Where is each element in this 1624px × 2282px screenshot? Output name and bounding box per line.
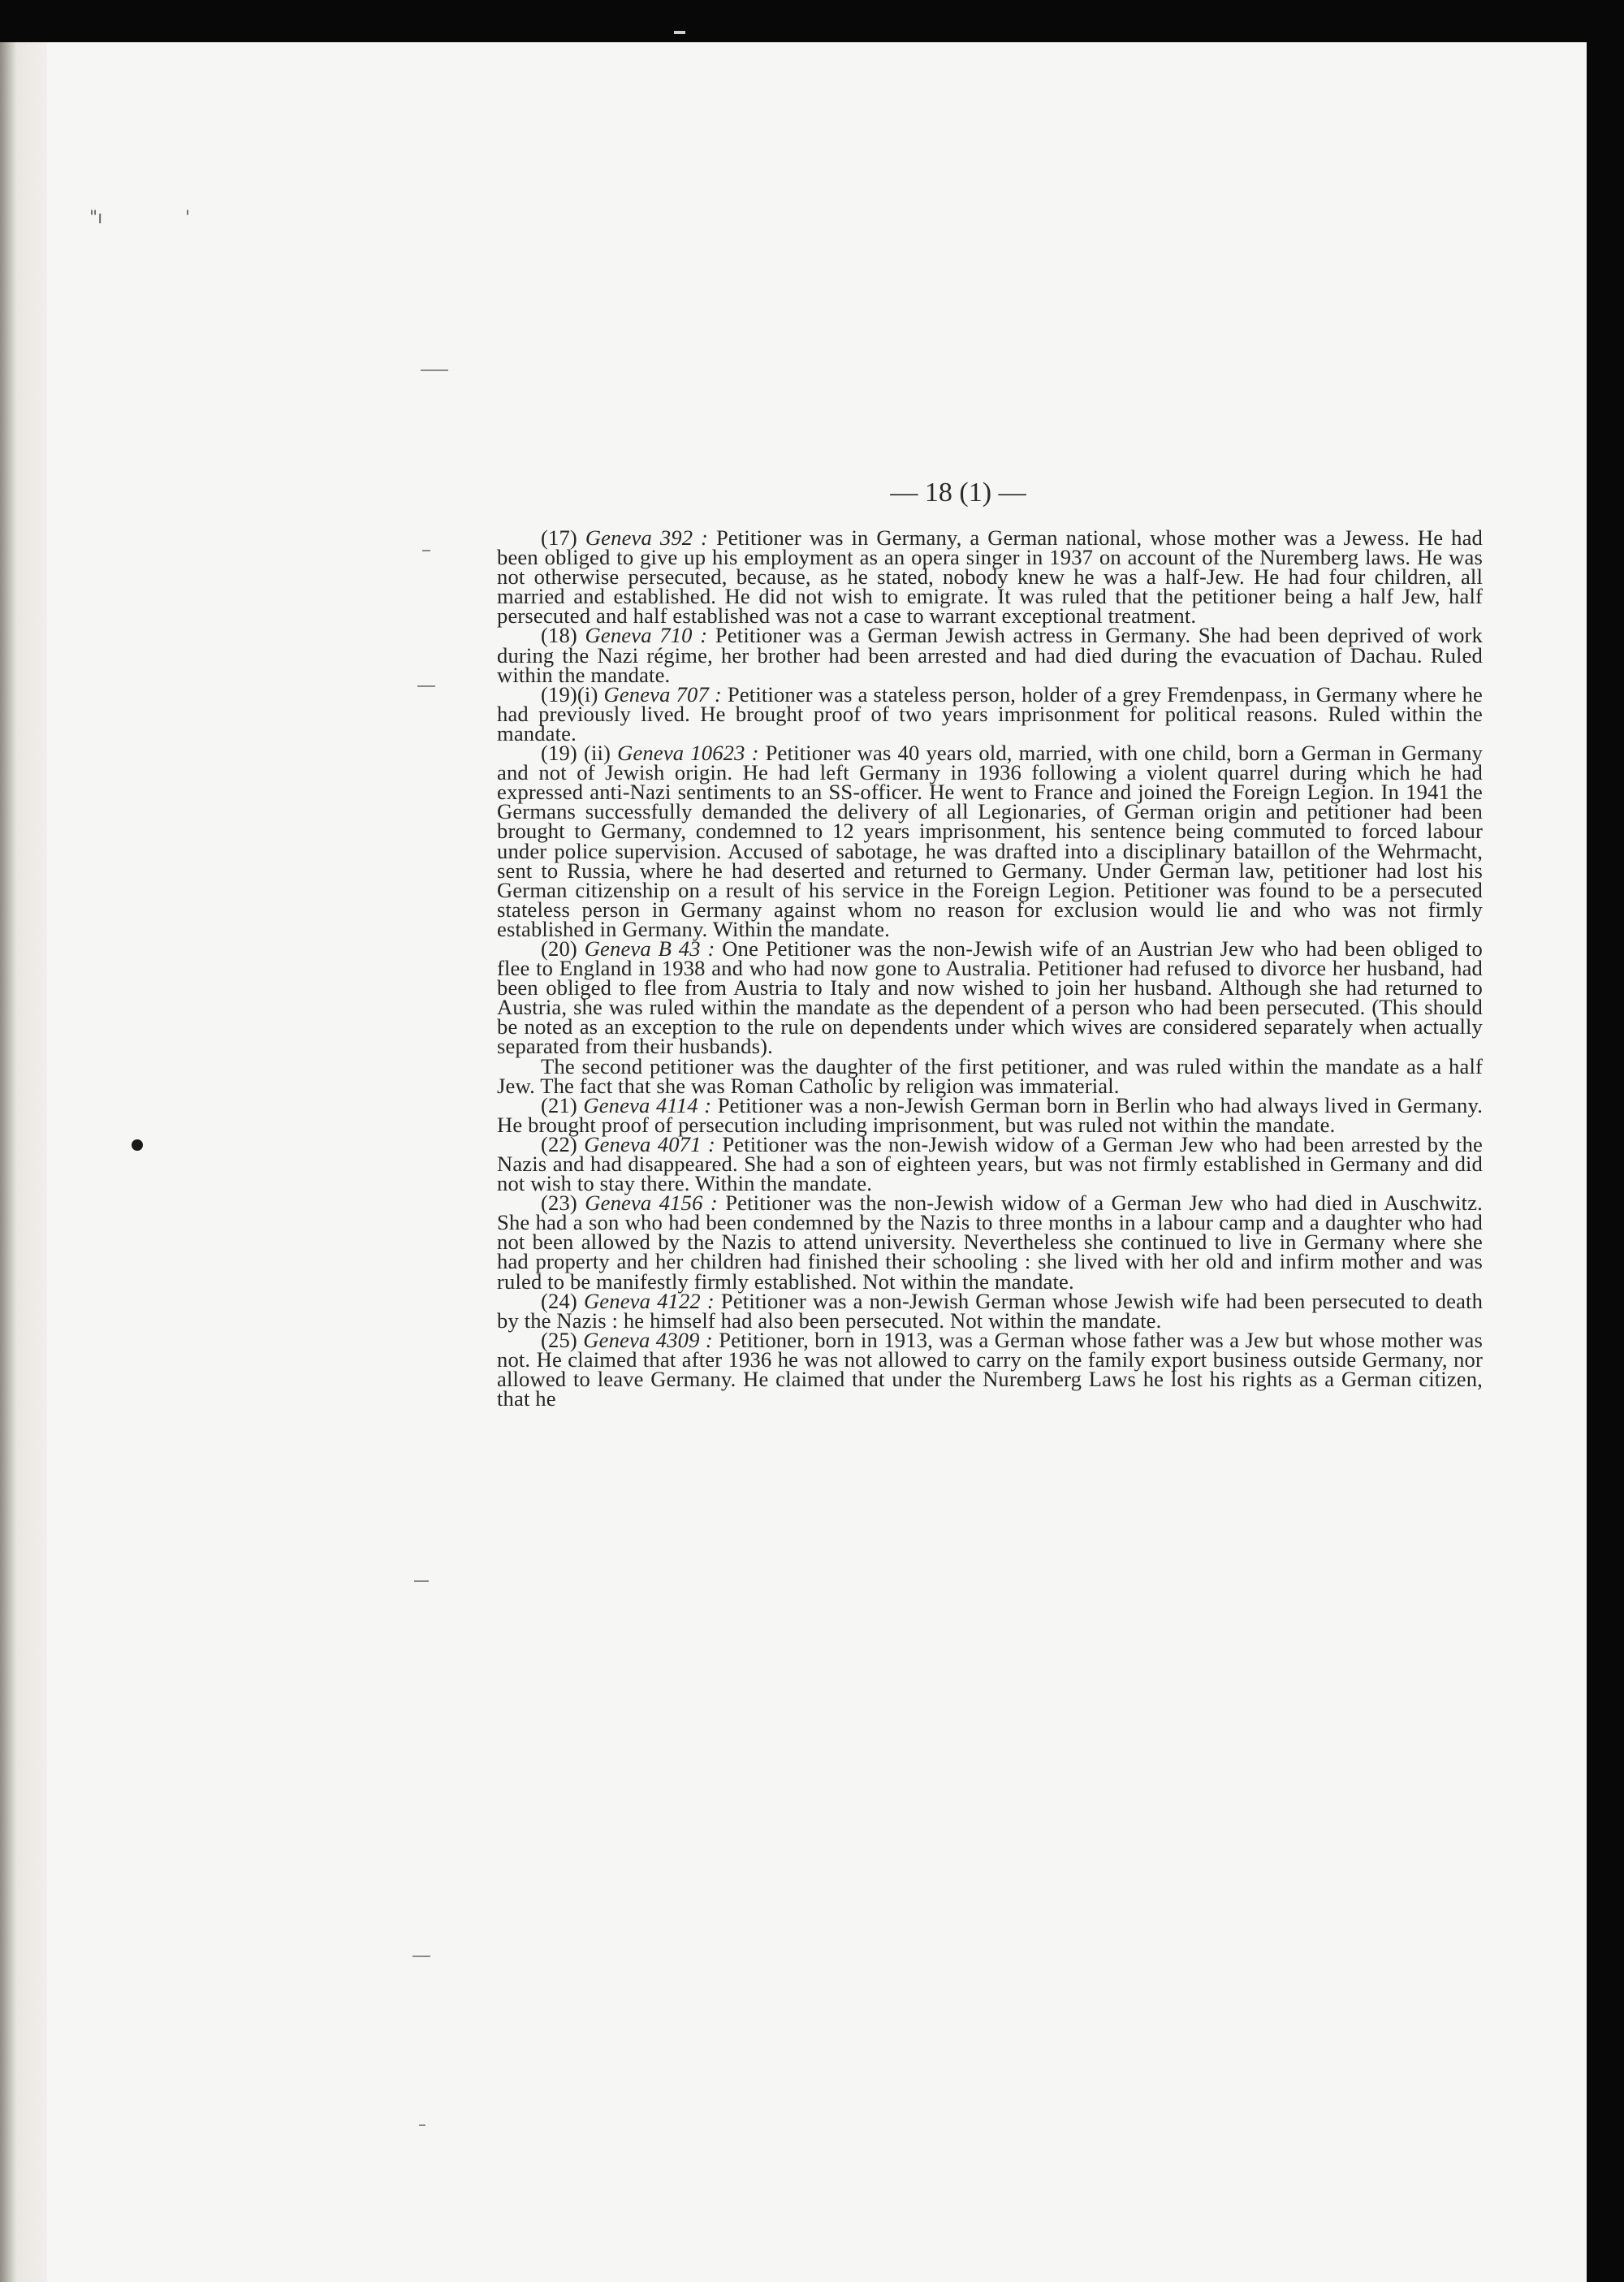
paragraph [497,525,1483,629]
paragraph-text: Petitioner, born in 1913, was a German whose father was a Jew but whose mother was not. He claimed that after 1936 he was not allowed to carry on the family export business outside Germany, nor allowed to leave Germany. He claimed that under the Nuremberg Laws he lost his rights as a German citizen, that he [497,1327,1483,1411]
paragraph-number: (19)(i) [541,681,598,707]
margin-mark [421,370,448,371]
paragraph-number: (22) [541,1131,577,1156]
case-reference: Geneva 4071 : [584,1131,715,1156]
paragraph-number: (20) [541,936,577,961]
case-reference: Geneva B 43 : [584,936,715,961]
margin-mark [422,550,430,551]
document-body [497,525,1484,1411]
case-reference: Geneva 10623 : [617,741,759,766]
scan-artifact [674,31,685,34]
paragraph-number: (24) [541,1288,577,1313]
paragraph-number: (19) (ii) [541,741,611,766]
paragraph-text: Petitioner was a stateless person, holder of a grey Fremdenpass, in Germany where he had previously lived. He brought proof of two years imprisonment for political reasons. Ruled within the mandate. [497,681,1483,746]
paragraph [497,1053,1483,1098]
margin-mark [417,685,435,687]
case-reference: Geneva 4156 : [585,1191,718,1216]
paragraph-text: Petitioner was the non-Jewish widow of a German Jew who had been arrested by the Nazis and had disappeared. She had a son of eighteen years, but was not firmly established in Germany and did not wish to stay there. Within the mandate. [497,1131,1483,1196]
paragraph [497,1288,1484,1333]
paragraph-text: Petitioner was a non-Jewish German born in Berlin who had always lived in Germany. He brought proof of persecution including imprisonment, but was ruled not within the mandate. [497,1092,1483,1137]
margin-mark: "ı [89,208,103,228]
margin-mark [412,1956,430,1957]
paragraph-number: (25) [541,1327,577,1352]
margin-mark [419,2124,425,2126]
paragraph [497,623,1483,687]
bullet-mark [132,1139,143,1151]
paragraph-text: One Petitioner was the non-Jewish wife of an Austrian Jew who had been obliged to flee to England in 1938 and who had now gone to Australia. Petitioner had refused to divorce her husband, had been obliged to flee from Austria to Italy and now wished to join her husband. Although she had returned to Austria, she was ruled within the mandate as the dependent of a person who had been persecuted. (This should be noted as an exception to the rule on dependents under which wives are considered separately when actually separated from their husbands). [497,936,1483,1059]
paragraph [497,936,1483,1059]
case-reference: Geneva 4114 : [583,1092,712,1117]
page-number-header: — 18 (1) — [890,478,1026,508]
page-binding-edge [0,42,47,2282]
case-reference: Geneva 4122 : [583,1288,715,1313]
paragraph-number: (23) [541,1191,577,1216]
paragraph-text: Petitioner was 40 years old, married, with one child, born a German in Germany and not of Jewish origin. He had left Germany in 1936 following a violent quarrel during which he had expressed anti-Nazi sentiments to an SS-officer. He went to France and joined the Foreign Legion. In 1941 the Germans successfully demanded the delivery of all Legionaries, of German origin and petitioner had been brought to Germany, condemned to 12 years imprisonment, his sentence being commuted to forced labour under police supervision. Accused of sabotage, he was drafted into a disciplinary bataillon of the Wehrmacht, sent to Russia, where he had deserted and returned to Germany. Under German law, petitioner had lost his German citizenship on a result of his service in the Foreign Legion. Petitioner was found to be a persecuted stateless person in Germany against whom no reason for exclusion would lie and who was not firmly established in Germany. Within the mandate. [497,741,1483,941]
margin-mark: ' [185,208,191,228]
margin-mark [414,1580,429,1582]
paragraph [497,1191,1483,1294]
paragraph-text: Petitioner was in Germany, a German national, whose mother was a Jewess. He had been obliged to give up his employment as an opera singer in 1937 on account of the Nuremberg laws. He was not otherwise persecuted, because, as he stated, nobody knew he was a half-Jew. He had four children, all married and established. He did not wish to emigrate. It was ruled that the petitioner being a half Jew, half persecuted and half established was not a case to warrant exceptional treatment. [497,525,1483,629]
paragraph [497,1131,1483,1196]
case-reference: Geneva 710 : [585,623,708,648]
case-reference: Geneva 392 : [585,525,709,550]
paragraph [497,1327,1483,1411]
paragraph [497,681,1483,746]
paragraph-text: Petitioner was a non-Jewish German whose Jewish wife had been persecuted to death by the Nazis : he himself had also been persecuted. Not within the mandate. [497,1288,1484,1333]
paragraph-text: Petitioner was a German Jewish actress in Germany. She had been deprived of work during the Nazi régime, her brother had been arrested and had died during the evacuation of Dachau. Ruled within the mandate. [497,623,1483,687]
paragraph-number: (17) [541,525,577,550]
paragraph-number: (18) [541,623,577,648]
paragraph [497,1092,1483,1137]
case-reference: Geneva 707 : [603,681,722,707]
paragraph-number: (21) [541,1092,577,1117]
case-reference: Geneva 4309 : [583,1327,713,1352]
paragraph [497,743,1483,939]
paragraph-text: The second petitioner was the daughter of the first petitioner, and was ruled within the mandate as a half Jew. The fact that she was Roman Catholic by religion was immaterial. [497,1053,1483,1098]
paragraph-text: Petitioner was the non-Jewish widow of a German Jew who had died in Auschwitz. She had a son who had been condemned by the Nazis to three months in a labour camp and a daughter who had not been allowed by the Nazis to attend university. Nevertheless she continued to live in Germany where she had property and her children had finished their schooling : she lived with her old and infirm mother and was ruled to be manifestly firmly established. Not within the mandate. [497,1191,1483,1294]
